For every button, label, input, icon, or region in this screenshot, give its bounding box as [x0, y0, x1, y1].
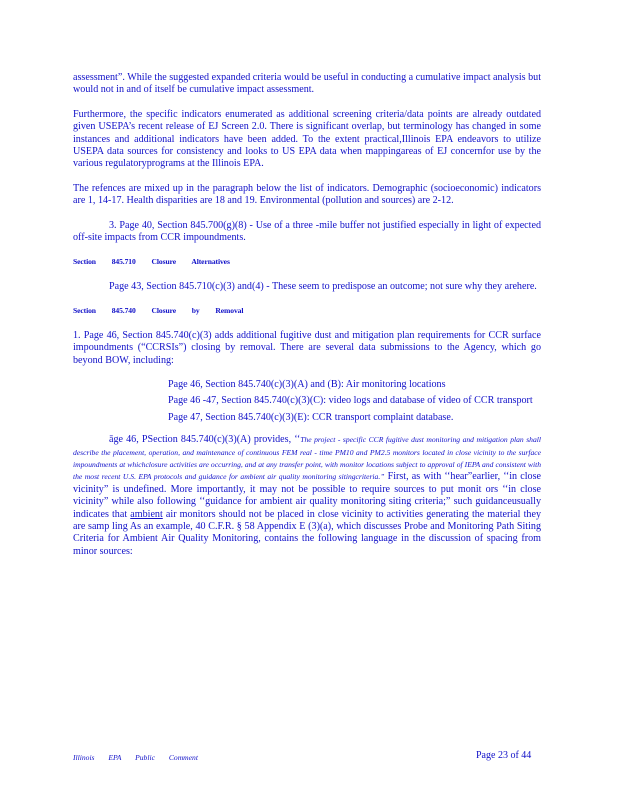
list-item-text: Page 46 -47, Section 845.740(c)(3)(C): video logs and database of video of CCR transport [168, 395, 533, 407]
paragraph-fugitive-dust: 1. Page 46, Section 845.740(c)(3) adds additional fugitive dust and mitigation plan requirements for CCR surface impoundments (“CCRSIs”) closing by removal. There are several data submissions to the Agency, which go beyond BOW, including: [73, 329, 541, 366]
list-item [148, 412, 541, 424]
footer-title: Illinois EPA Public Comment [73, 753, 198, 762]
page-number: Page 23 of 44 [476, 750, 532, 761]
document-body [73, 72, 541, 558]
list-item [148, 395, 541, 407]
list-item-text: Page 47, Section 845.740(c)(3)(E): CCR transport complaint database. [168, 411, 454, 423]
data-submissions-list [73, 379, 541, 424]
paragraph-continuation-2: air monitors should not be placed in close vicinity to activities generating the material they are samp ling As an example, 40 C.F.R. § 58 Appendix E (3)(a), which discusses Probe and Monitoring Path Siting Criteria for Ambient Air Quality Monitoring, contains the following language in the discussion of spacing from minor sources: [73, 508, 541, 557]
paragraph-indicator-references: The refences are mixed up in the paragraph below the list of indicators. Demographic (socioeconomic) indicators are 1, 14-17. Health disparities are 18 and 19. Environmental (pollution and sources) are 2-12. [73, 182, 541, 207]
paragraph-monitoring-vicinity [73, 434, 541, 558]
underlined-word: ambient [130, 508, 163, 520]
section-heading-closure-by-removal: Section 845.740 Closure by Removal [73, 306, 244, 316]
paragraph-buffer-comment: 3. Page 40, Section 845.700(g)(8) - Use of a three -mile buffer not justified especially in light of expected off-site impacts from CCR impoundments. [73, 219, 541, 244]
list-item [148, 379, 541, 391]
section-heading-closure-alternatives: Section 845.710 Closure Alternatives [73, 257, 230, 267]
paragraph-continuation: First, as with ‘‘hear”earlier, ‘‘in close vicinity” is undefined. More importantly, it may not be possible to require sources to put monit ors ‘‘in close vicinity” while also following ‘‘guidance for ambient air quality monitoring siting criteria;” such guidanceusually indicates that [73, 471, 541, 520]
paragraph-cumulative-impact: assessment”. While the suggested expanded criteria would be useful in conducting a cumulative impact analysis but would not in and of itself be cumulative impact assessment. [73, 72, 541, 96]
paragraph-ejscreen-indicators: Furthermore, the specific indicators enumerated as additional screening criteria/data points are already outdated given USEPA’s recent release of EJ Screen 2.0. There is significant overlap, but terminology has changed in some instances and additional indicators have been added. To the extent practical,Illinois EPA endeavors to utilize USEPA data sources for consistency and looks to US EPA data when mappingareas of EJ concernfor use by the various regulatoryprograms at the Illinois EPA. [73, 108, 541, 170]
list-item-text: Page 46, Section 845.740(c)(3)(A) and (B): Air monitoring locations [168, 378, 446, 390]
paragraph-predispose-outcome: Page 43, Section 845.710(c)(3) and(4) - These seem to predispose an outcome; not sure why they arehere. [109, 280, 537, 292]
quoted-rule-text: The project - specific CCR fugitive dust monitoring and mitigation plan shall describe the placement, operation, and maintenance of continuous FEM real - time PM10 and PM2.5 monitors located in close vicinity to the surface impoundments at whichclosure activities are occurring, and at any transfer point, with monitor locations subject to approval of IEPA and consistent with the most recent U.S. EPA protocols and guidance for ambient air quality monitoring sitingcriteria.” [73, 435, 541, 482]
paragraph-lead: āge 46, PSection 845.740(c)(3)(A) provides, ‘‘ [109, 434, 301, 446]
